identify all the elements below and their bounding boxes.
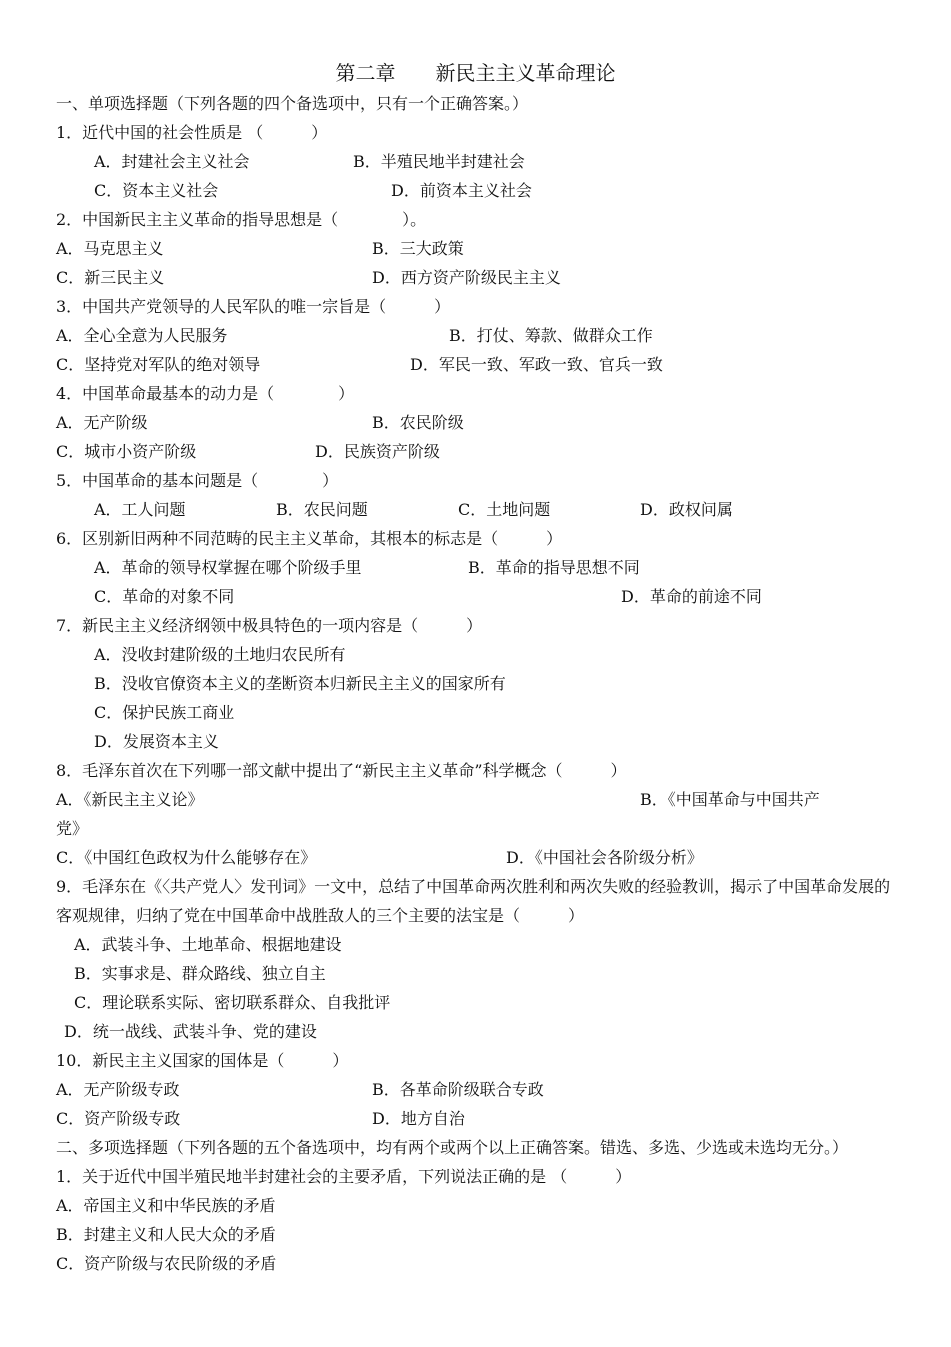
question-6-row-1: [56, 553, 896, 582]
question-10-option-c: C．资产阶级专政: [56, 1109, 181, 1128]
question-3-option-d: D．军民一致、军政一致、官兵一致: [410, 355, 663, 374]
question-4-stem: 4．中国革命最基本的动力是（ ）: [56, 384, 355, 403]
question-10-option-b: B．各革命阶级联合专政: [372, 1080, 544, 1099]
section-heading-single-choice: 一、单项选择题（下列各题的四个备选项中，只有一个正确答案。）: [56, 94, 529, 113]
question-7-option-d: D．发展资本主义: [94, 732, 219, 751]
chapter-title: 第二章 新民主主义革命理论: [335, 61, 616, 85]
question-2-option-a: A．马克思主义: [56, 239, 164, 258]
question-6-option-c: C．革命的对象不同: [94, 587, 235, 606]
question-2-option-c: C．新三民主义: [56, 268, 165, 287]
question-5-stem: 5．中国革命的基本问题是（ ）: [56, 471, 339, 490]
multi-question-1-stem: 1．关于近代中国半殖民地半封建社会的主要矛盾，下列说法正确的是 （ ）: [56, 1167, 632, 1186]
question-9-option-b: B．实事求是、群众路线、独立自主: [74, 964, 326, 983]
question-6-stem: 6．区别新旧两种不同范畴的民主主义革命，其根本的标志是（ ）: [56, 529, 563, 548]
question-4-row-1: [56, 408, 896, 437]
question-5-option-b: B．农民问题: [276, 500, 368, 519]
question-6-option-b: B．革命的指导思想不同: [468, 558, 640, 577]
question-3-row-1: [56, 321, 896, 350]
question-9-option-c: C．理论联系实际、密切联系群众、自我批评: [74, 993, 391, 1012]
question-10-row-2: [56, 1104, 896, 1133]
question-3-option-a: A．全心全意为人民服务: [56, 326, 228, 345]
question-1-option-b: B．半殖民地半封建社会: [353, 152, 525, 171]
question-1-option-c: C．资本主义社会: [94, 181, 219, 200]
question-5-option-a: A．工人问题: [94, 500, 186, 519]
question-10-row-1: [56, 1075, 896, 1104]
question-3-stem: 3．中国共产党领导的人民军队的唯一宗旨是（ ）: [56, 297, 451, 316]
question-1-row-2: [56, 176, 896, 205]
question-7-option-a: A．没收封建阶级的土地归农民所有: [94, 645, 346, 664]
question-10-option-a: A．无产阶级专政: [56, 1080, 180, 1099]
question-6-option-a: A．革命的领导权掌握在哪个阶级手里: [94, 558, 362, 577]
question-1-option-d: D．前资本主义社会: [391, 181, 532, 200]
question-4-option-d: D．民族资产阶级: [315, 442, 440, 461]
multi-question-1-option-c: C．资产阶级与农民阶级的矛盾: [56, 1254, 277, 1273]
question-6-option-d: D．革命的前途不同: [621, 587, 762, 606]
question-8-option-b: B．《中国革命与中国共产: [640, 790, 820, 809]
question-8-stem: 8．毛泽东首次在下列哪一部文献中提出了“新民主主义革命”科学概念（ ）: [56, 761, 627, 780]
question-5-option-d: D．政权问属: [640, 500, 733, 519]
question-3-option-b: B．打仗、筹款、做群众工作: [449, 326, 653, 345]
question-2-row-2: [56, 263, 896, 292]
question-5-row-1: [56, 495, 896, 524]
question-8-row-2: [56, 843, 896, 872]
question-3-option-c: C．坚持党对军队的绝对领导: [56, 355, 261, 374]
question-1-row-1: [56, 147, 896, 176]
question-8-row-1: [56, 785, 896, 814]
multi-question-1-option-b: B．封建主义和人民大众的矛盾: [56, 1225, 276, 1244]
multi-question-1-option-a: A．帝国主义和中华民族的矛盾: [56, 1196, 276, 1215]
question-8-option-a: A．《新民主主义论》: [56, 790, 204, 809]
question-8-option-c: C．《中国红色政权为什么能够存在》: [56, 848, 317, 867]
question-6-row-2: [56, 582, 896, 611]
question-4-row-2: [56, 437, 896, 466]
question-8-option-d: D．《中国社会各阶级分析》: [506, 848, 703, 867]
document-body: [56, 89, 896, 1278]
question-9-stem: 9．毛泽东在《〈共产党人〉发刊词》一文中，总结了中国革命两次胜利和两次失败的经验教训，揭示了中国革命发展的客观规律，归纳了党在中国革命中战胜敌人的三个主要的法宝是（ ）: [56, 877, 891, 925]
question-2-stem: 2．中国新民主主义革命的指导思想是（ ）。: [56, 210, 427, 229]
question-9-option-d: D．统一战线、武装斗争、党的建设: [64, 1022, 317, 1041]
question-4-option-b: B．农民阶级: [372, 413, 464, 432]
question-1-stem: 1．近代中国的社会性质是 （ ）: [56, 123, 328, 142]
question-8-option-b-continued: 党》: [56, 819, 89, 838]
question-9-option-a: A．武装斗争、土地革命、根据地建设: [74, 935, 342, 954]
question-7-option-c: C．保护民族工商业: [94, 703, 235, 722]
question-7-option-b: B．没收官僚资本主义的垄断资本归新民主主义的国家所有: [94, 674, 506, 693]
section-heading-multiple-choice: 二、多项选择题（下列各题的五个备选项中，均有两个或两个以上正确答案。错选、多选、少选或未选均无分。）: [56, 1138, 849, 1157]
question-10-option-d: D．地方自治: [372, 1109, 465, 1128]
question-5-option-c: C．土地问题: [458, 500, 551, 519]
question-1-option-a: A．封建社会主义社会: [94, 152, 250, 171]
question-4-option-a: A．无产阶级: [56, 413, 148, 432]
question-2-option-b: B．三大政策: [372, 239, 464, 258]
question-2-option-d: D．西方资产阶级民主主义: [372, 268, 561, 287]
question-10-stem: 10．新民主主义国家的国体是（ ）: [56, 1051, 349, 1070]
question-3-row-2: [56, 350, 896, 379]
question-7-stem: 7．新民主主义经济纲领中极具特色的一项内容是（ ）: [56, 616, 483, 635]
question-4-option-c: C．城市小资产阶级: [56, 442, 197, 461]
question-2-row-1: [56, 234, 896, 263]
